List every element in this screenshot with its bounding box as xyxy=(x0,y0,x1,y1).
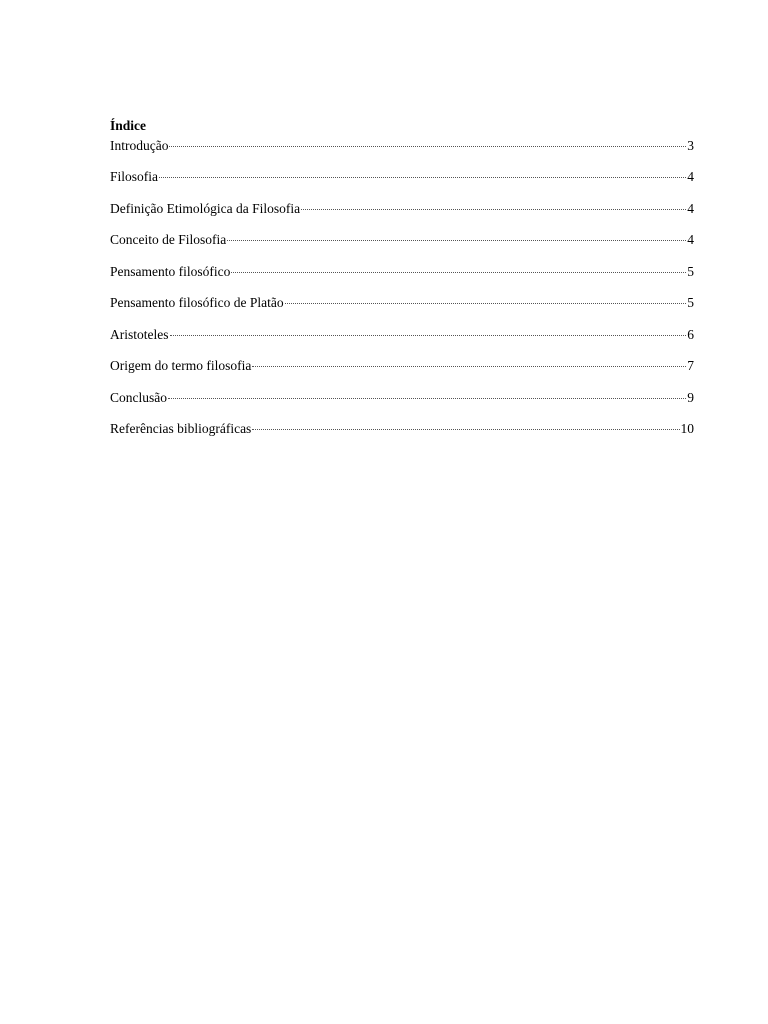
toc-entry-page-number: 7 xyxy=(687,358,694,373)
toc-entry-label: Origem do termo filosofia xyxy=(110,358,252,373)
toc-dot-leader xyxy=(252,426,679,430)
toc-entry-page-number: 10 xyxy=(680,421,694,436)
toc-entry[interactable] xyxy=(110,137,694,168)
toc-entry[interactable] xyxy=(110,420,694,452)
toc-entry-page-number: 5 xyxy=(687,263,694,279)
toc-entry-label: Conceito de Filosofia xyxy=(110,232,227,247)
toc-entry-label: Filosofia xyxy=(110,169,159,184)
toc-entry-page-number: 4 xyxy=(687,232,694,247)
toc-entry-page-number: 3 xyxy=(687,138,694,153)
toc-entry[interactable] xyxy=(110,200,694,232)
toc-entry[interactable] xyxy=(110,168,694,200)
toc-dot-leader xyxy=(170,332,687,336)
toc-entry[interactable] xyxy=(110,294,694,326)
toc-entry[interactable] xyxy=(110,389,694,421)
toc-dot-leader xyxy=(285,300,687,304)
toc-entry-label: Referências bibliográficas xyxy=(110,421,252,436)
toc-entry-label: Pensamento filosófico xyxy=(110,263,231,279)
toc-entry[interactable] xyxy=(110,357,694,389)
toc-title: Índice xyxy=(110,118,147,133)
toc-entry-label: Aristoteles xyxy=(110,326,169,342)
toc-list xyxy=(110,137,694,452)
toc-dot-leader xyxy=(227,237,686,241)
toc-entry-page-number: 5 xyxy=(687,295,694,310)
table-of-contents xyxy=(110,117,694,452)
toc-entry-page-number: 4 xyxy=(687,200,694,216)
toc-entry-page-number: 4 xyxy=(687,169,694,184)
toc-entry[interactable] xyxy=(110,326,694,358)
toc-dot-leader xyxy=(231,269,686,273)
toc-entry-label: Definição Etimológica da Filosofia xyxy=(110,200,301,216)
toc-dot-leader xyxy=(168,395,686,399)
toc-entry-page-number: 6 xyxy=(687,326,694,342)
toc-entry[interactable] xyxy=(110,263,694,295)
toc-entry-label: Conclusão xyxy=(110,389,167,405)
toc-dot-leader xyxy=(301,206,686,210)
toc-dot-leader xyxy=(252,363,686,367)
toc-entry-label: Introdução xyxy=(110,138,169,153)
toc-entry[interactable] xyxy=(110,231,694,263)
toc-entry-page-number: 9 xyxy=(687,389,694,405)
toc-entry-label: Pensamento filosófico de Platão xyxy=(110,295,284,310)
toc-dot-leader xyxy=(169,143,686,147)
toc-dot-leader xyxy=(159,174,686,178)
